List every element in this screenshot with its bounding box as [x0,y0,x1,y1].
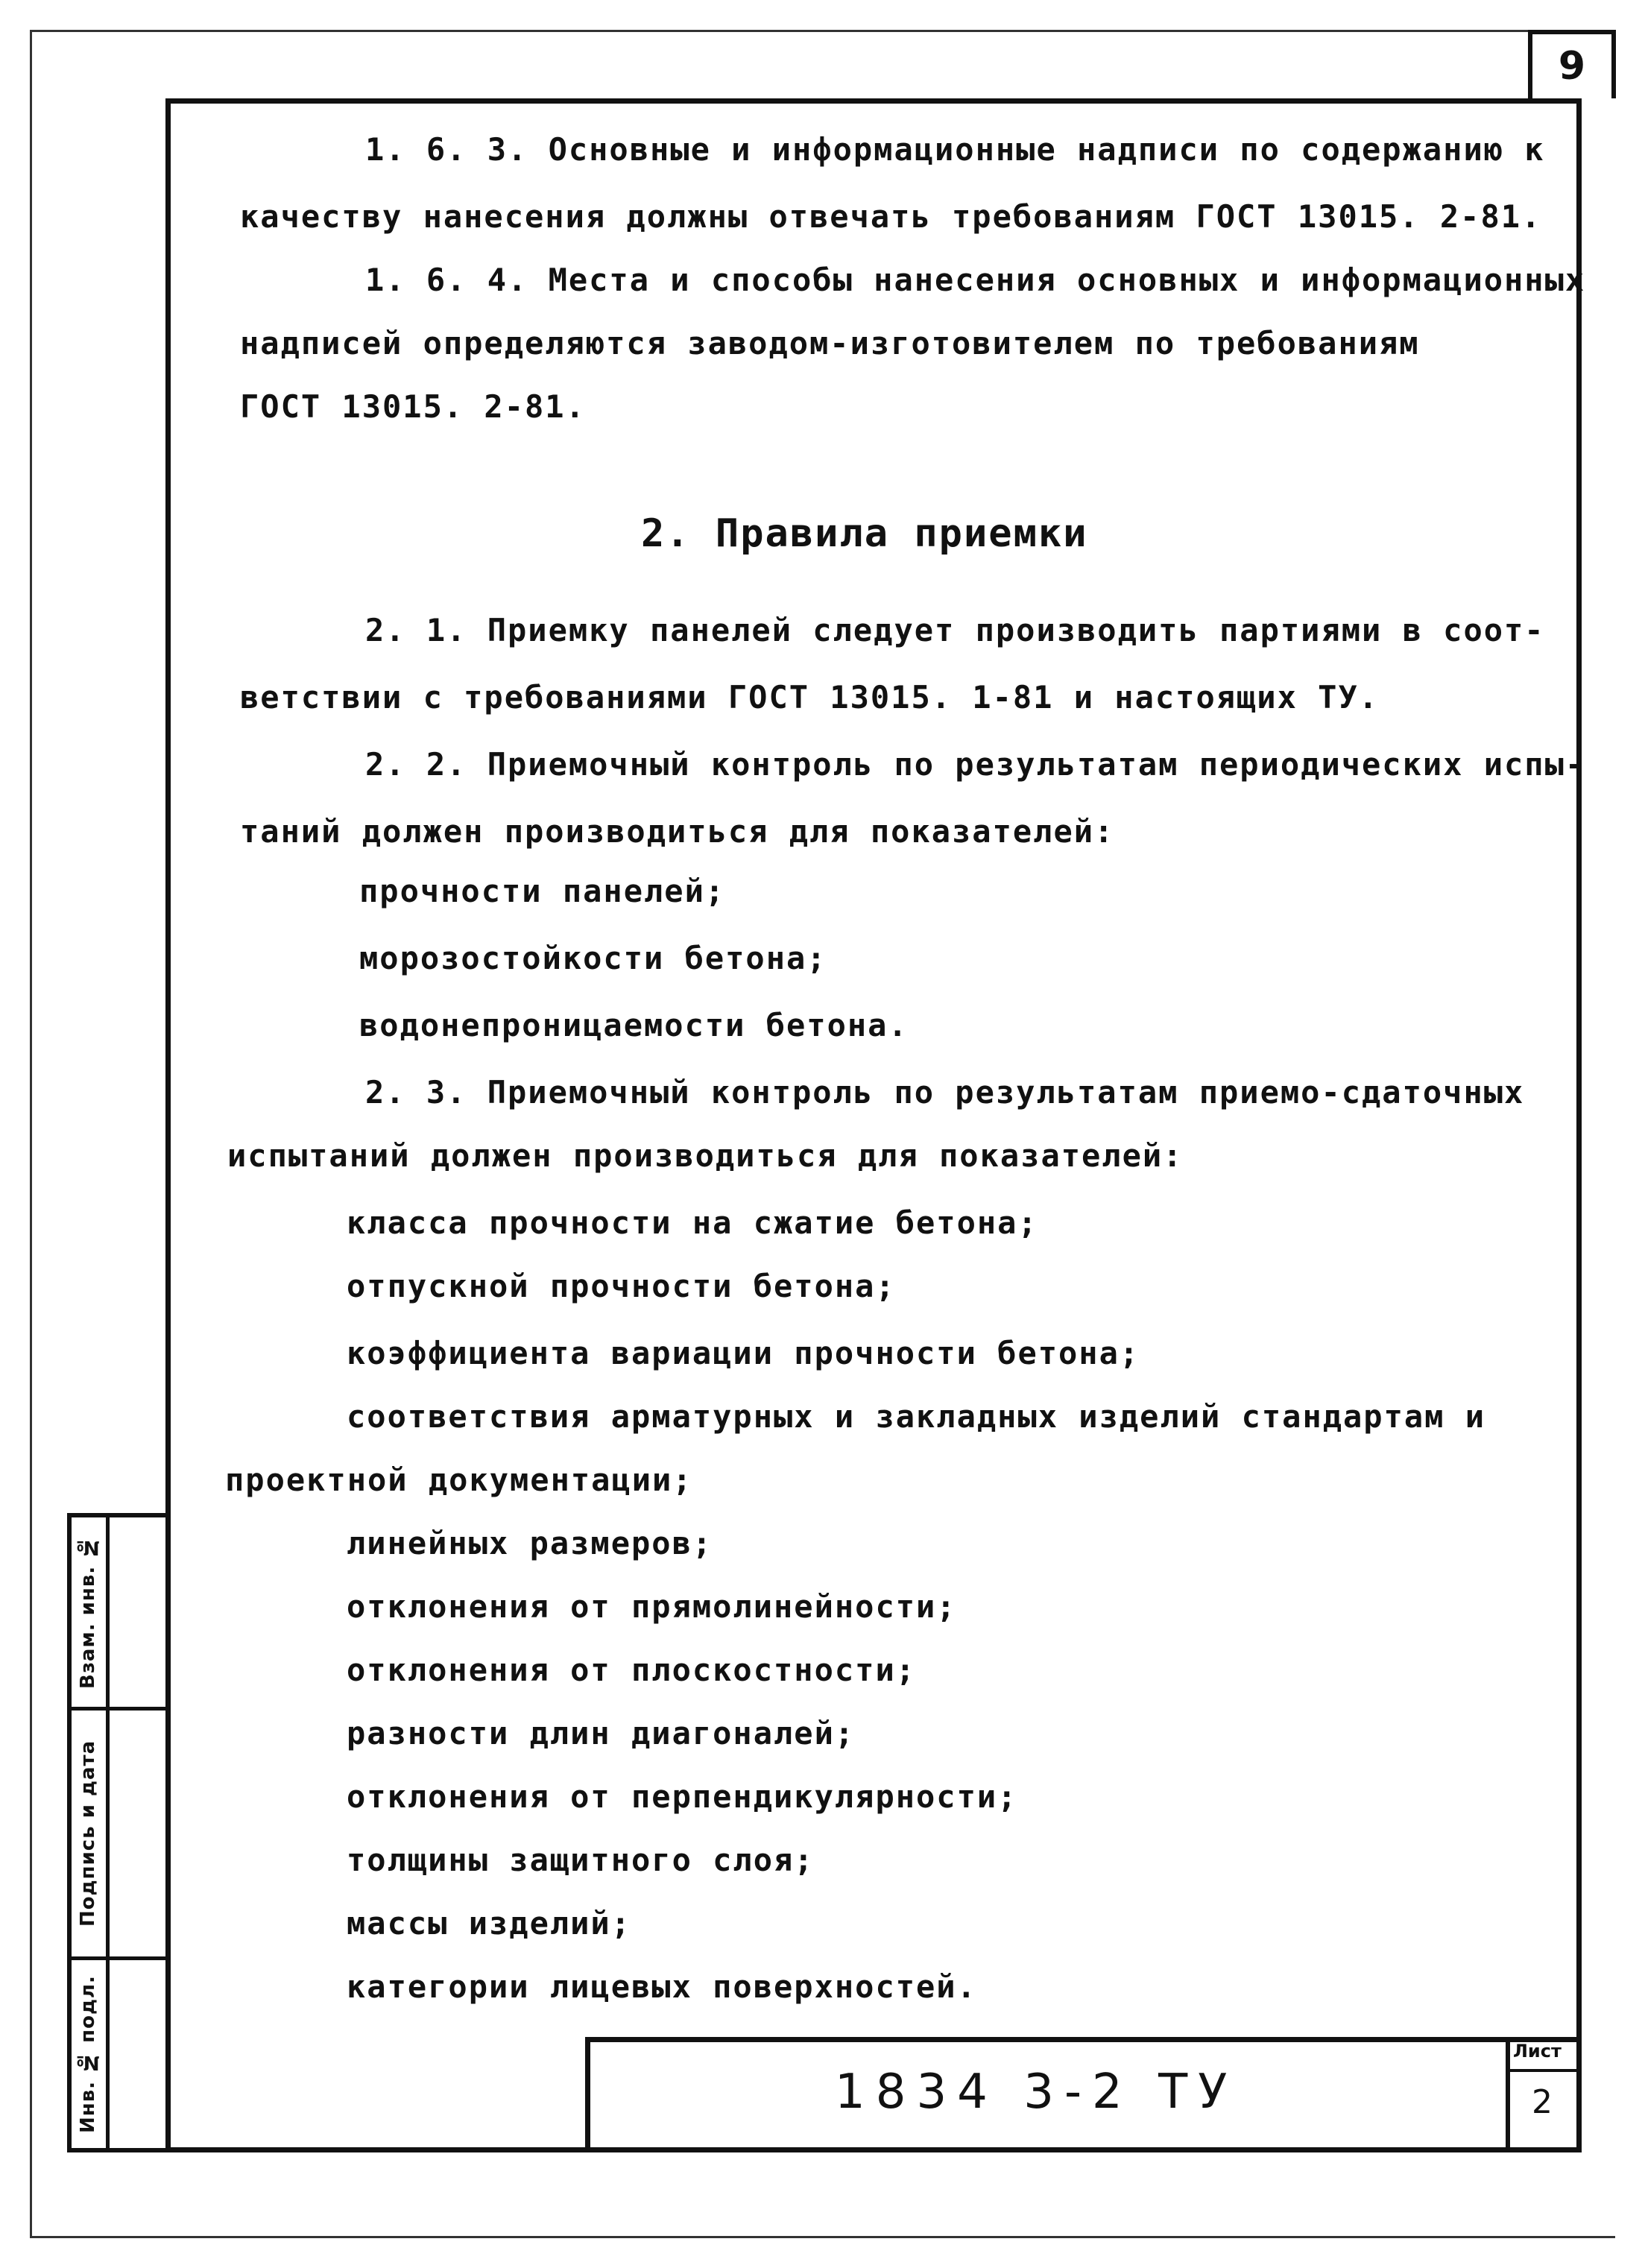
text-line: 2. 2. Приемочный контроль по результатам периодических испы- [365,746,1586,783]
sheet-box-divider [1506,2069,1582,2072]
side-stamp-divider [106,1513,110,2152]
side-stamp-label: Подпись и дата [77,1740,99,1927]
text-line: 1. 6. 4. Места и способы нанесения основных и информационных [365,262,1586,298]
list-item: отклонения от прямолинейности; [347,1588,957,1625]
section-heading: 2. Правила приемки [641,511,1088,556]
text-line: таний должен производиться для показателей: [240,813,1115,850]
list-item: соответствия арматурных и закладных изделий стандартам и [347,1398,1486,1435]
text-line: 2. 1. Приемку панелей следует производить партиями в соот- [365,612,1545,648]
list-item: массы изделий; [347,1905,632,1942]
list-item: морозостойкости бетона; [359,940,827,976]
text-line: ГОСТ 13015. 2-81. [240,388,586,425]
text-line: 2. 3. Приемочный контроль по результатам приемо-сдаточных [365,1074,1525,1111]
side-stamp-label: Инв. № подл. [77,1975,99,2133]
sheet-number: 2 [1532,2083,1553,2121]
text-line: 1. 6. 3. Основные и информационные надписи по содержанию к [365,131,1545,168]
side-stamp-label: Взам. инв. № [77,1535,99,1690]
sheet-label: Лист [1513,2041,1562,2062]
list-item: категории лицевых поверхностей. [347,1968,977,2005]
bottom-rule [30,2236,1615,2238]
page-number: 9 [1528,30,1616,98]
list-item: линейных размеров; [347,1525,713,1561]
list-item: проектной документации; [225,1462,693,1498]
text-line: качеству нанесения должны отвечать требованиям ГОСТ 13015. 2-81. [240,198,1542,235]
list-item: водонепроницаемости бетона. [359,1007,909,1043]
list-item: разности длин диагоналей; [347,1715,856,1751]
list-item: коэффициента вариации прочности бетона; [347,1335,1140,1371]
list-item: отклонения от перпендикулярности; [347,1778,1018,1815]
list-item: отклонения от плоскостности; [347,1652,917,1688]
list-item: отпускной прочности бетона; [347,1268,896,1304]
list-item: класса прочности на сжатие бетона; [347,1204,1038,1241]
list-item: толщины защитного слоя; [347,1842,815,1878]
text-line: испытаний должен производиться для показателей: [227,1137,1184,1174]
document-code: 1834 3-2 ТУ [835,2065,1238,2120]
text-line: надписей определяются заводом-изготовителем по требованиям [240,325,1420,361]
list-item: прочности панелей; [359,873,726,909]
text-line: ветствии с требованиями ГОСТ 13015. 1-81 и настоящих ТУ. [240,679,1380,716]
